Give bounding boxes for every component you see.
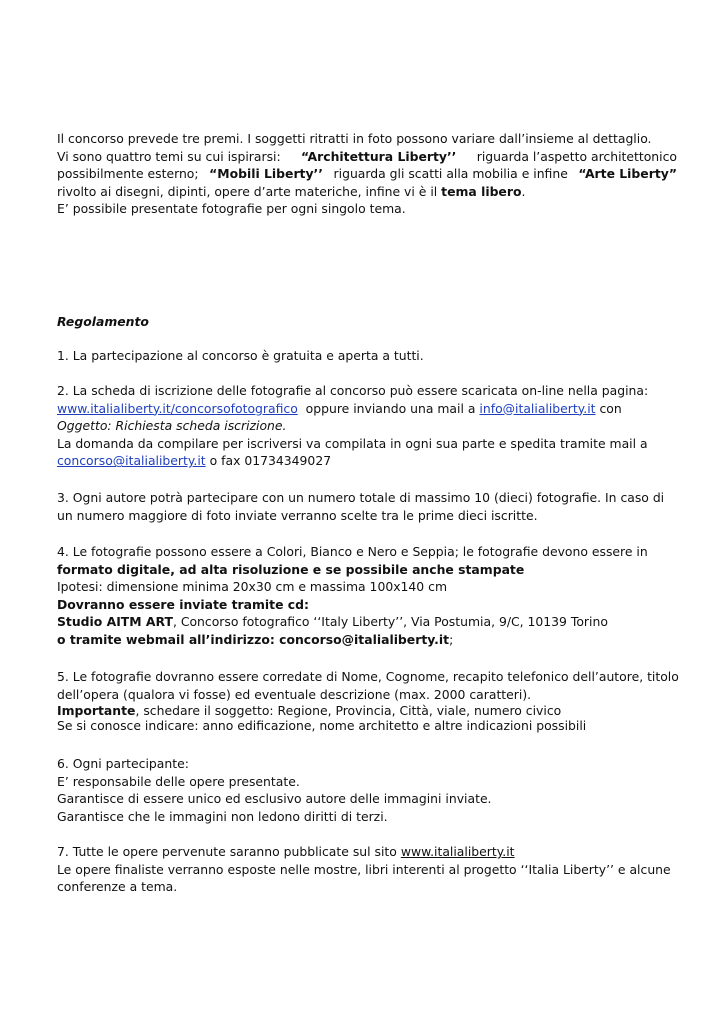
rule-3	[57, 489, 677, 524]
rule-2-line-4: La domanda da compilare per iscriversi va compilata in ogni sua parte e spedita tramite mail a	[57, 435, 648, 451]
rule-5	[57, 668, 677, 733]
rule-6	[57, 755, 677, 825]
rule-6-line-4: Garantisce che le immagini non ledono diritti di terzi.	[57, 808, 388, 824]
rule-2-line-2	[57, 400, 677, 418]
rule-5-line-1: 5. Le fotografie dovranno essere corredate di Nome, Cognome, recapito telefonico dell’autore, titolo	[57, 669, 679, 684]
rule-4-line-2	[57, 561, 677, 579]
rule-4-text: ;	[449, 631, 454, 647]
theme-architettura: “Architettura Liberty’’	[301, 148, 457, 164]
intro-paragraph	[57, 130, 677, 218]
rule-6-line-1: 6. Ogni partecipante:	[57, 756, 189, 771]
rule-5-line-2: dell’opera (qualora vi fosse) ed eventuale descrizione (max. 2000 caratteri).	[57, 686, 532, 702]
rule-5-line-3	[57, 703, 677, 718]
rule-3-line-1: 3. Ogni autore potrà partecipare con un numero totale di massimo 10 (dieci) fotografie. In caso di	[57, 490, 665, 505]
intro-line-5: E’ possibile presentate fotografie per ogni singolo tema.	[57, 201, 406, 217]
rule-4-line-6	[57, 631, 677, 649]
rule-2-text: con	[599, 400, 622, 416]
rule-7	[57, 843, 677, 896]
theme-mobili: “Mobili Liberty’’	[209, 166, 323, 182]
studio-name: Studio AITM ART	[57, 614, 173, 630]
rule-2-line-1: 2. La scheda di iscrizione delle fotografie al concorso può essere scaricata on-line nella pagina:	[57, 383, 649, 398]
rule-5-line-4: Se si conosce indicare: anno edificazione, nome architetto e altre indicazioni possibili	[57, 718, 587, 734]
section-heading: Regolamento	[57, 314, 149, 329]
rule-4-format: formato digitale, ad alta risoluzione e se possibile anche stampate	[57, 561, 525, 577]
info-email-link[interactable]: info@italialiberty.it	[479, 400, 596, 416]
rule-4-line-3: Ipotesi: dimensione minima 20x30 cm e massima 100x140 cm	[57, 579, 448, 595]
regolamento-section	[57, 313, 677, 331]
rule-7-text: 7. Tutte le opere pervenute saranno pubblicate sul sito	[57, 844, 397, 859]
intro-line-4	[57, 183, 677, 201]
rule-2	[57, 382, 677, 470]
site-link[interactable]: www.italialiberty.it	[400, 844, 515, 859]
rule-5-text: , schedare il soggetto: Regione, Provincia, Città, viale, numero civico	[135, 703, 562, 719]
rule-1	[57, 347, 677, 365]
rule-2-fax: o fax 01734349027	[209, 453, 332, 469]
rule-7-line-3: conferenze a tema.	[57, 879, 178, 895]
rule-1-text: 1. La partecipazione al concorso è gratuita e aperta a tutti.	[57, 348, 424, 363]
concorso-email-link[interactable]: concorso@italialiberty.it	[57, 453, 206, 469]
theme-libero: tema libero	[441, 183, 522, 199]
studio-address: , Concorso fotografico ‘‘Italy Liberty’’, Via Postumia, 9/C, 10139 Torino	[172, 614, 608, 630]
rule-6-line-3: Garantisce di essere unico ed esclusivo autore delle immagini inviate.	[57, 791, 492, 807]
rule-6-line-2: E’ responsabile delle opere presentate.	[57, 773, 300, 789]
intro-line-3	[57, 165, 677, 183]
intro-text: riguarda gli scatti alla mobilia e infine	[333, 166, 568, 182]
rule-4-line-4	[57, 596, 677, 614]
theme-arte: “Arte Liberty”	[578, 166, 677, 182]
rule-3-line-2: un numero maggiore di foto inviate verranno scelte tra le prime dieci iscritte.	[57, 507, 538, 523]
intro-line-2	[57, 148, 677, 166]
concorso-page-link[interactable]: www.italialiberty.it/concorsofotografico	[57, 400, 298, 416]
rule-4-cd: Dovranno essere inviate tramite cd:	[57, 596, 309, 612]
intro-text: possibilmente esterno;	[57, 166, 199, 182]
intro-text: rivolto ai disegni, dipinti, opere d’arte materiche, infine vi è il	[57, 183, 438, 199]
rule-2-subject: Oggetto: Richiesta scheda iscrizione.	[57, 418, 287, 434]
rule-7-line-2: Le opere finaliste verranno esposte nelle mostre, libri interenti al progetto ‘‘Italia Liberty’’ e alcune	[57, 861, 671, 877]
intro-text: Vi sono quattro temi su cui ispirarsi:	[57, 148, 281, 164]
webmail-address: o tramite webmail all’indirizzo: concorso@italialiberty.it	[57, 631, 450, 647]
rule-4	[57, 543, 677, 649]
rule-7-line-1	[57, 843, 677, 861]
intro-text: riguarda l’aspetto architettonico	[476, 148, 677, 164]
rule-4-line-5	[57, 613, 677, 631]
rule-2-line-5	[57, 452, 677, 470]
rule-4-line-1: 4. Le fotografie possono essere a Colori, Bianco e Nero e Seppia; le fotografie devono essere in	[57, 544, 648, 559]
intro-line-1: Il concorso prevede tre premi. I soggetti ritratti in foto possono variare dall’insieme al dettaglio.	[57, 131, 652, 146]
intro-text: .	[521, 183, 526, 199]
importante-label: Importante	[57, 703, 136, 719]
rule-2-text: oppure inviando una mail a	[305, 400, 476, 416]
